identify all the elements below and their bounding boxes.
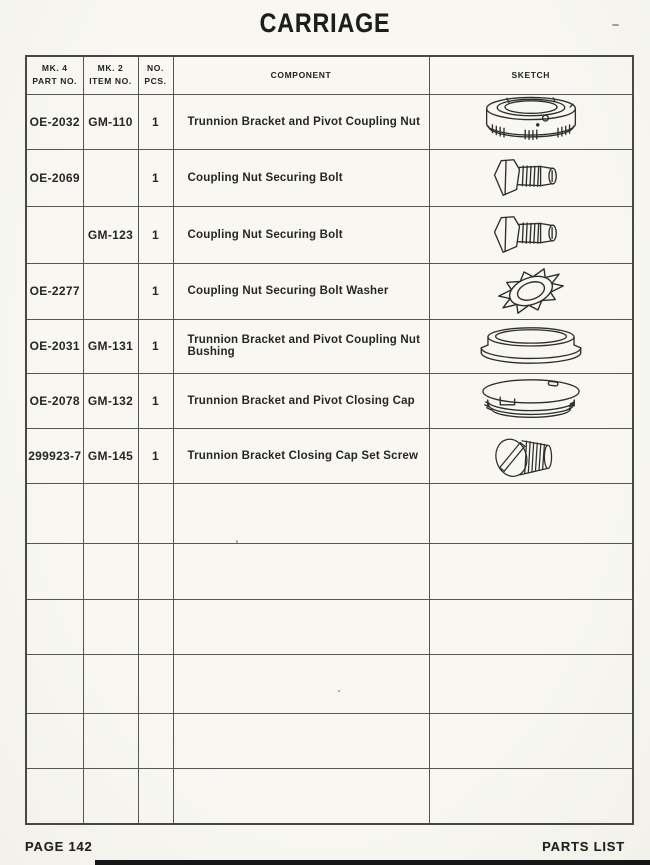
component-cell: Trunnion Bracket and Pivot Closing Cap	[173, 373, 429, 428]
item-no-cell: GM-110	[83, 94, 138, 149]
bushing-sketch	[466, 324, 596, 368]
closing-cap-sketch	[466, 376, 596, 426]
sketch-cell	[429, 373, 633, 428]
empty-cell	[173, 599, 429, 654]
lock-washer-sketch	[469, 264, 593, 318]
item-no-cell	[83, 149, 138, 206]
page-footer	[25, 837, 625, 855]
empty-cell	[429, 654, 633, 713]
col-header-mk4-part-no	[26, 56, 83, 94]
item-no-cell: GM-132	[83, 373, 138, 428]
empty-cell	[429, 599, 633, 654]
empty-cell	[26, 543, 83, 599]
part-no-cell: OE-2277	[26, 263, 83, 319]
page-number: PAGE 142	[25, 838, 93, 854]
item-no-cell: GM-123	[83, 206, 138, 263]
parts-list-label: PARTS LIST	[542, 838, 625, 854]
empty-cell	[83, 713, 138, 768]
header-line: MK. 4	[41, 63, 68, 74]
empty-row	[26, 599, 633, 654]
empty-row	[26, 483, 633, 543]
empty-cell	[173, 768, 429, 824]
item-no-cell	[83, 263, 138, 319]
hex-bolt-sketch	[483, 154, 579, 202]
empty-cell	[26, 483, 83, 543]
part-no-cell: OE-2032	[26, 94, 83, 149]
empty-row	[26, 713, 633, 768]
scan-speck	[612, 24, 619, 26]
sketch-cell	[429, 94, 633, 149]
empty-cell	[83, 483, 138, 543]
part-no-cell: OE-2031	[26, 319, 83, 373]
component-cell: Coupling Nut Securing Bolt	[173, 149, 429, 206]
sketch-cell	[429, 206, 633, 263]
scan-speck	[338, 690, 340, 692]
sketch-cell	[429, 428, 633, 483]
empty-row	[26, 768, 633, 824]
pcs-cell: 1	[138, 263, 173, 319]
table-row	[26, 319, 633, 373]
part-no-cell	[26, 206, 83, 263]
table-row	[26, 206, 633, 263]
table-row	[26, 373, 633, 428]
empty-cell	[429, 713, 633, 768]
empty-cell	[26, 599, 83, 654]
component-cell: Coupling Nut Securing Bolt	[173, 206, 429, 263]
empty-row	[26, 543, 633, 599]
pcs-cell: 1	[138, 428, 173, 483]
part-no-cell: 299923-7	[26, 428, 83, 483]
table-row	[26, 263, 633, 319]
col-header-no-pcs	[138, 56, 173, 94]
empty-cell	[83, 599, 138, 654]
pcs-cell: 1	[138, 149, 173, 206]
item-no-cell: GM-131	[83, 319, 138, 373]
pcs-cell: 1	[138, 206, 173, 263]
header-line: PART NO.	[32, 76, 78, 87]
empty-cell	[83, 654, 138, 713]
empty-cell	[26, 713, 83, 768]
empty-cell	[138, 599, 173, 654]
parts-table	[25, 55, 634, 825]
col-header-sketch: SKETCH	[429, 56, 633, 94]
item-no-cell: GM-145	[83, 428, 138, 483]
table-row	[26, 428, 633, 483]
header-line: MK. 2	[97, 63, 124, 74]
empty-cell	[83, 768, 138, 824]
col-header-component: COMPONENT	[173, 56, 429, 94]
table-row	[26, 94, 633, 149]
empty-row	[26, 654, 633, 713]
coupling-nut-sketch	[469, 95, 593, 149]
empty-cell	[173, 713, 429, 768]
empty-cell	[83, 543, 138, 599]
scan-speck	[236, 540, 238, 543]
empty-cell	[429, 768, 633, 824]
pcs-cell: 1	[138, 94, 173, 149]
empty-cell	[173, 654, 429, 713]
component-cell: Trunnion Bracket and Pivot Coupling Nut Bushing	[173, 319, 429, 373]
scan-edge-artifact	[95, 860, 650, 865]
component-cell: Coupling Nut Securing Bolt Washer	[173, 263, 429, 319]
hex-bolt-sketch	[483, 211, 579, 259]
table-row	[26, 149, 633, 206]
table-header	[26, 56, 633, 94]
set-screw-sketch	[483, 431, 579, 481]
sketch-cell	[429, 149, 633, 206]
part-no-cell: OE-2078	[26, 373, 83, 428]
empty-cell	[138, 768, 173, 824]
empty-cell	[173, 543, 429, 599]
empty-cell	[26, 654, 83, 713]
empty-cell	[138, 483, 173, 543]
empty-cell	[138, 713, 173, 768]
header-line: NO.	[147, 63, 164, 74]
empty-cell	[173, 483, 429, 543]
header-line: ITEM NO.	[89, 76, 132, 87]
sketch-cell	[429, 263, 633, 319]
pcs-cell: 1	[138, 373, 173, 428]
empty-cell	[26, 768, 83, 824]
empty-cell	[429, 483, 633, 543]
empty-cell	[138, 654, 173, 713]
empty-cell	[138, 543, 173, 599]
empty-cell	[429, 543, 633, 599]
sketch-cell	[429, 319, 633, 373]
component-cell: Trunnion Bracket and Pivot Coupling Nut	[173, 94, 429, 149]
component-cell: Trunnion Bracket Closing Cap Set Screw	[173, 428, 429, 483]
part-no-cell: OE-2069	[26, 149, 83, 206]
col-header-mk2-item-no	[83, 56, 138, 94]
header-line: PCS.	[144, 76, 167, 87]
page-title: CARRIAGE	[259, 8, 391, 38]
pcs-cell: 1	[138, 319, 173, 373]
